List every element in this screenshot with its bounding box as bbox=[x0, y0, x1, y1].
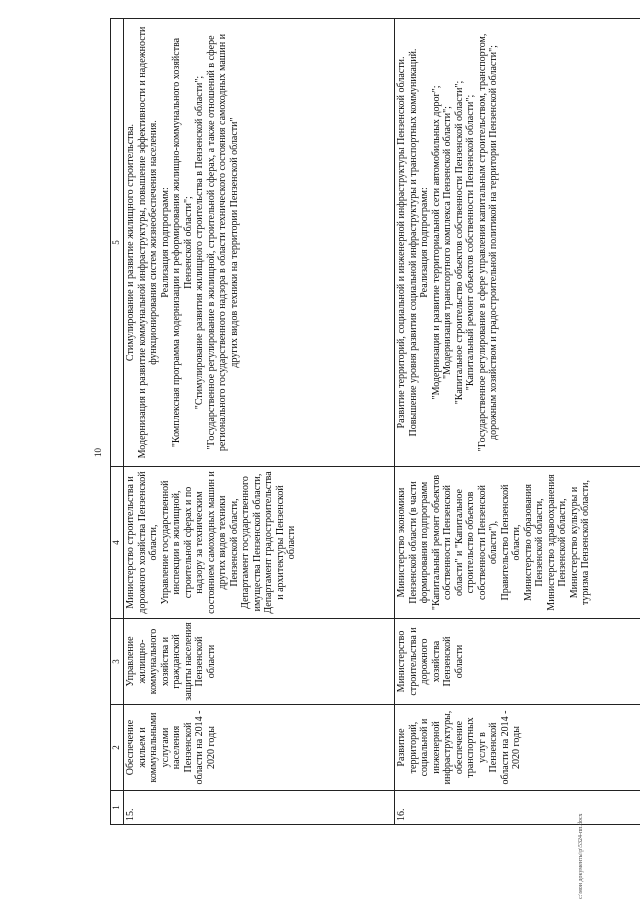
direction-line: "Модернизация и развитие территориальной сети автомобильных дорог"; bbox=[430, 85, 442, 400]
directions-cell bbox=[124, 19, 395, 467]
header-col-4: 4 bbox=[111, 467, 124, 619]
direction-line: Стимулирование и развитие жилищного строительства. bbox=[125, 123, 136, 362]
coexecutor-line: Правительство Пензенской области, bbox=[499, 484, 522, 601]
coexecutor-line: Министерство здравоохранения Пензенской области, bbox=[545, 474, 568, 611]
program-name: Обеспечение жильем и коммунальными услугами населения Пензенской области на 2014 - 2020 годы bbox=[124, 705, 395, 791]
header-col-2: 2 bbox=[111, 705, 124, 791]
responsible-executor: Управление жилищно-коммунального хозяйства и гражданской защиты населения Пензенской области bbox=[124, 619, 395, 705]
responsible-executor: Министерство строительства и дорожного хозяйства Пензенской области bbox=[395, 619, 640, 705]
directions-cell bbox=[395, 19, 640, 467]
direction-line: "Комплексная программа модернизации и реформирования жилищно-коммунального хозяйства Пензенской области"; bbox=[171, 37, 194, 448]
direction-line: Развитие территорий, социальной и инженерной инфраструктуры Пензенской области. bbox=[396, 56, 407, 429]
coexecutor-line: Департамент градостроительства и архитектуры Пензенской области bbox=[263, 471, 297, 614]
row-number: 15. bbox=[124, 791, 395, 825]
row-number: 16. bbox=[395, 791, 640, 825]
header-col-1: 1 bbox=[111, 791, 124, 825]
coexecutor-line: Министерство культуры и туризма Пензенской области, bbox=[568, 480, 591, 605]
coexecutor-line: Министерство экономики Пензенской области (в части формирования подпрограмм "Капитальный ремонт объектов собственности Пензенской области" и "Капитальное строительство объектов собственности Пензенской области"), bbox=[396, 474, 499, 611]
table-row bbox=[395, 19, 640, 825]
page-number: 10 bbox=[93, 448, 103, 457]
direction-line: Реализация подпрограмм: bbox=[419, 187, 430, 298]
direction-line: Реализация подпрограмм: bbox=[159, 187, 171, 298]
coexecutors-cell bbox=[395, 467, 640, 619]
direction-line: "Капитальное строительство объектов собственности Пензенской области"; bbox=[453, 80, 465, 405]
direction-line: "Модернизация транспортного комплекса Пензенской области"; bbox=[442, 106, 453, 379]
header-col-5: 5 bbox=[111, 19, 124, 467]
footer-file-path: c:\мои документы\p\5324-пп.docx bbox=[578, 813, 584, 899]
direction-line: Модернизация и развитие коммунальной инфраструктуры, повышение эффективности и надежности функционирования систем жизнеобеспечения населения. bbox=[136, 26, 159, 459]
table-row bbox=[124, 19, 395, 825]
coexecutor-line: Министерство строительства и дорожного хозяйства Пензенской области, bbox=[125, 471, 159, 614]
direction-line: "Капитальный ремонт объектов собственности Пензенской области"; bbox=[465, 94, 476, 391]
coexecutors-cell bbox=[124, 467, 395, 619]
coexecutor-line: Департамент государственного имущества Пензенской области, bbox=[240, 473, 263, 612]
coexecutor-line: Управление государственной инспекции в жилищной, строительной сферах и по надзору за техническим состоянием самоходных машин и других видов техники Пензенской области, bbox=[159, 471, 240, 614]
program-name: Развитие территорий, социальной и инженерной инфраструктуры, обеспечение транспортных услуг в Пензенской области на 2014 - 2020 годы bbox=[395, 705, 640, 791]
programs-table bbox=[110, 18, 640, 825]
coexecutor-line: Министерство образования Пензенской области, bbox=[522, 484, 545, 601]
direction-line: "Государственное регулирование в жилищной, строительной сферах, а также отношений в сфере регионального государственного надзора в области технического состояния самоходных машин и других видов техники на территории Пензенской области" bbox=[205, 33, 240, 452]
direction-line: "Стимулирование развития жилищного строительства в Пензенской области"; bbox=[194, 75, 205, 410]
direction-line: Повышение уровня развития социальной инфраструктуры и транспортных коммуникаций. bbox=[407, 48, 419, 437]
header-col-3: 3 bbox=[111, 619, 124, 705]
header-row bbox=[111, 19, 124, 825]
direction-line: "Государственное регулирование в сфере управления капитальным строительством, транспортом, дорожным хозяйством и градостроительной политикой на территории Пензенской области"; bbox=[476, 33, 499, 452]
